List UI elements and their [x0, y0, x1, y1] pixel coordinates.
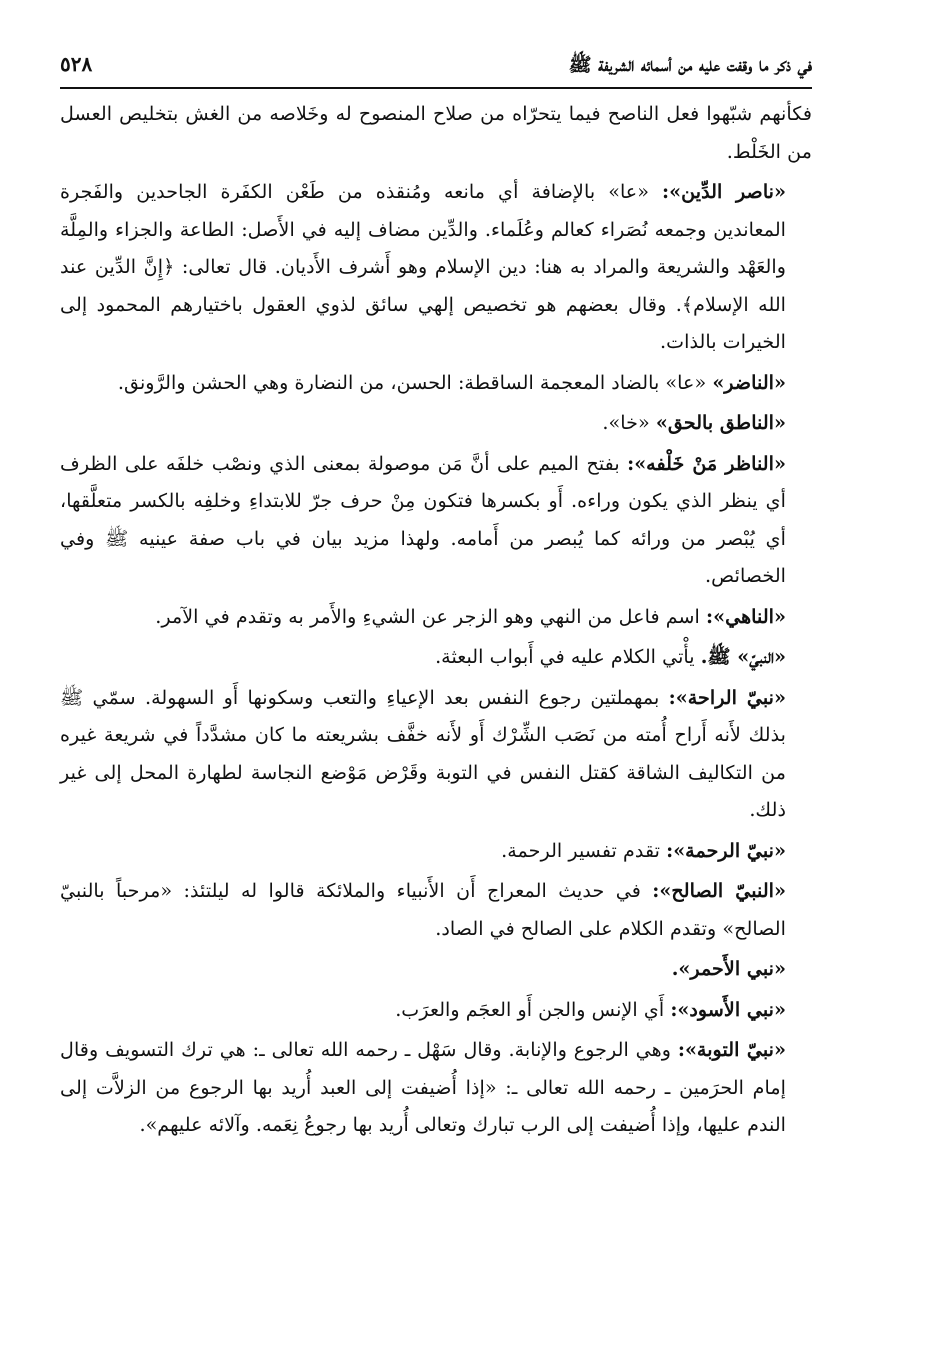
entry-text: «خا».: [602, 411, 650, 434]
entry-term: «الناظر مَنْ خَلْفه»:: [627, 451, 786, 475]
entry-term: «نبيّ التوبة»:: [677, 1038, 786, 1061]
entry-text: «عا» بالإضافة أي مانعه ومُنقذه من طَعْن الكفَرة الجاحدين والفَجرة المعاندين وجمعه نُصَراء كعالم وعُلَماء. والدِّين مضاف إليه في الأَصل: الطاعة والجزاء والمِلَّة والعَهْد والشريعة والمراد به هنا: دين الإسلام وهو أَشرف الأَديان. قال تعالى: ﴿إِنَّ الدِّين عند الله الإسلام﴾. وقال بعضهم هو تخصيص إلهي سائق لذوي العقول باختيارهم المحمود إلى الخيرات بالذات.: [60, 180, 786, 353]
entry-term: «الناهي»:: [706, 604, 786, 628]
entry-al-nazir: [60, 445, 812, 595]
entry-term: «نبي الأَسود»:: [670, 997, 786, 1021]
paragraph: فكأنهم شبّهوا فعل الناصح فيما يتحرّاه من صلاح المنصوح له وخَلاصه من الغش بتخليص العسل من الخَلْط.: [60, 102, 812, 163]
entry-al-natiq: [60, 404, 812, 442]
entry-text: تقدم تفسير الرحمة.: [501, 838, 660, 862]
running-title: في ذكر ما وقفت عليه من أسمائه الشريفة ﷺ: [568, 54, 812, 76]
entry-nasir-al-din: [60, 173, 812, 361]
entry-al-nabi-al-salih: [60, 872, 812, 947]
page-number: ٥٢٨: [60, 52, 93, 76]
entry-term: «نبيّ الراحة»:: [668, 685, 786, 709]
entry-text: وهي الرجوع والإنابة. وقال سَهْل ـ رحمه الله تعالى ـ: هي ترك التسويف وقال إمام الحرَمين ـ رحمه الله تعالى ـ: «إذا أُضيفت إلى العبد أُريد بها الرجوع من الزلاَّت إلى الندم عليها، وإذا أُضيفت إلى الرب تبارك وتعالى أُريد بها رجوعُ نِعَمه. وآلائه عليهم».: [60, 1038, 786, 1136]
entry-al-nadir: [60, 364, 812, 402]
entry-term: «الناطق بالحق»: [655, 411, 786, 434]
entry-nabi-al-rahma: [60, 832, 812, 870]
entry-term: «نبي الأَحمر».: [671, 957, 786, 980]
entry-term: «النبيّ الصالح»:: [652, 879, 786, 902]
entry-text: بمهملتين رجوع النفس بعد الإعياءِ والتعب وسكونها أَو السهولة. سمّي ﷺ بذلك لأَنه أَراح أُمته من نَصَب الشِّرْك أَو لأَنه خفَّف بشريعته ما كان مشدَّداً في شريعة غيره من التكاليف الشاقة كقتل النفس في التوبة وقَرْض مَوْضع النجاسة لطهارة المحل إلى غير ذلك.: [60, 685, 786, 821]
entry-nabi-al-tawba: [60, 1031, 812, 1144]
entry-text: «عا» بالضاد المعجمة الساقطة: الحسن، من النضارة وهي الحشن والرَّونق.: [117, 370, 707, 394]
entry-text: أَي الإنس والجن أَو العجَم والعرَب.: [395, 997, 665, 1021]
entry-term: «ناصر الدِّين»:: [662, 180, 786, 203]
entry-al-nabi: [60, 638, 812, 676]
entry-term: «نبيّ الرحمة»:: [666, 838, 786, 862]
entry-nabi-al-raha: [60, 679, 812, 829]
entry-text: في حديث المعراج أَن الأَنبياء والملائكة قالوا له ليلتئذ: «مرحباً بالنبيّ الصالح» وتقدم الكلام على الصالح في الصاد.: [60, 879, 786, 940]
entry-text: اسم فاعل من النهي وهو الزجر عن الشيءِ والأَمر به وتقدم في الآمر.: [155, 604, 700, 628]
book-page: [60, 52, 812, 1147]
page-body: [60, 95, 812, 1144]
entry-term: «الناضر»: [712, 370, 786, 394]
entry-term: «النبيّ» ﷺ.: [700, 645, 786, 668]
page-header: [60, 52, 812, 89]
entry-nabi-al-aswad: [60, 991, 812, 1029]
entry-al-nahi: [60, 598, 812, 636]
entry-nabi-al-ahmar: [60, 950, 812, 988]
entry-text: بفتح الميم على أنَّ مَن موصولة بمعنى الذي ونصْب خلفَه على الظرف أي ينظر الذي يكون وراءه. أَو بكسرها فتكون مِنْ حرف جرّ للابتداءِ وخلفِه بالكسر متعلَّقها، أي يُبْصر من ورائه كما يُبصر من أَمامه. ولهذا مزيد بيان في باب صفة عينيه ﷺ وفي الخصائص.: [60, 451, 786, 587]
entry-text: يأْتي الكلام عليه في أَبواب البعثة.: [435, 645, 695, 668]
